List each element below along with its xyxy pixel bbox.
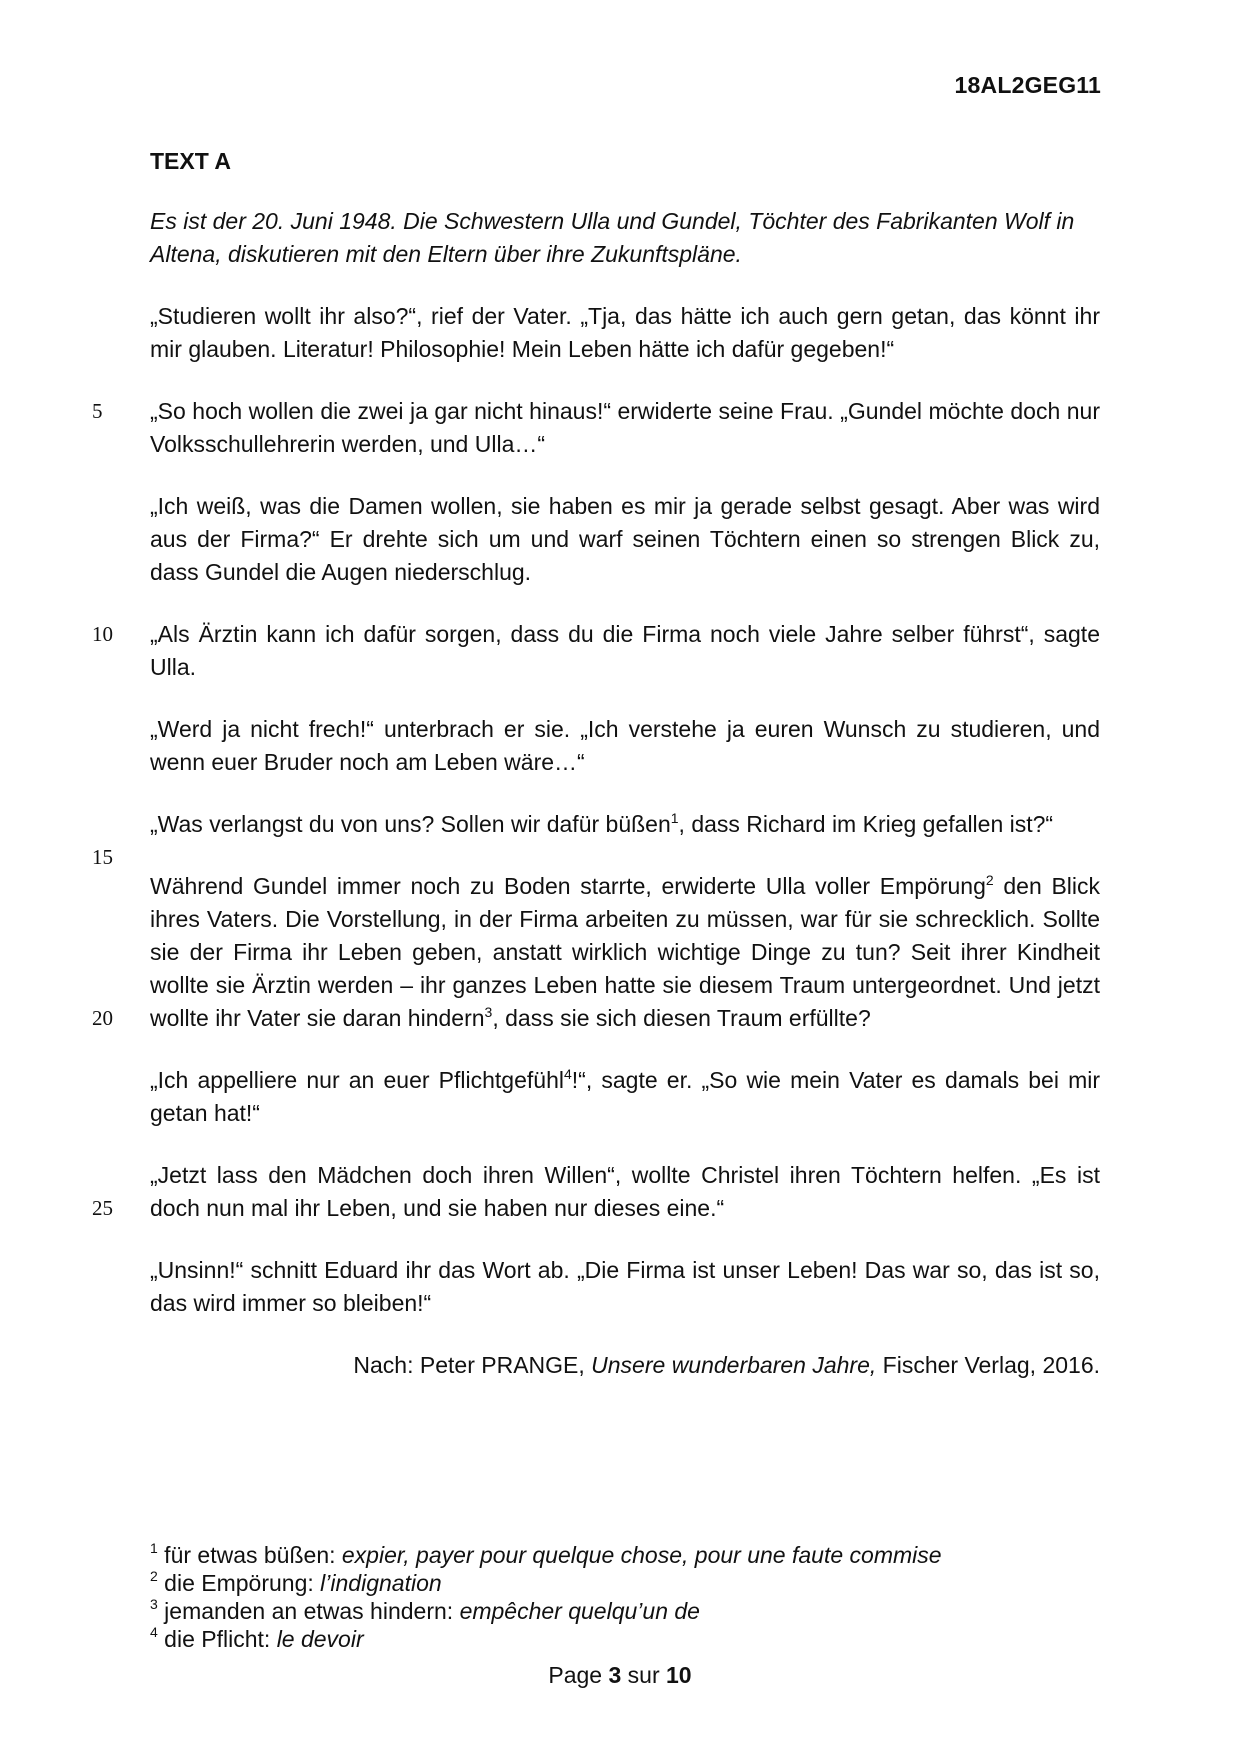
line-number: 5: [92, 399, 103, 423]
paragraph-text: „Was verlangst du von uns? Sollen wir dafür büßen: [150, 811, 671, 837]
document-code: 18AL2GEG11: [954, 72, 1101, 98]
footnote-translation: le devoir: [276, 1626, 364, 1652]
footnote-term: jemanden an etwas hindern:: [157, 1598, 460, 1624]
page-total: 10: [666, 1662, 692, 1688]
paragraph-text: „Jetzt lass den Mädchen doch ihren Willen“, wollte Christel ihren Töchtern helfen. „Es ist doch nun mal ihr Leben, und sie haben nur dieses eine.“: [150, 1162, 1100, 1221]
footnote-translation: l’indignation: [320, 1570, 442, 1596]
line-number: 20: [92, 1006, 113, 1030]
page-label: Page: [548, 1662, 609, 1688]
footnote-number: 1: [150, 1540, 158, 1556]
footnote-2: [150, 1569, 942, 1597]
paragraph-text: , dass sie sich diesen Traum erfüllte?: [492, 1005, 871, 1031]
page-number: [0, 1662, 1240, 1689]
footnotes: [150, 1541, 942, 1653]
footnote-4: [150, 1625, 942, 1653]
source-citation: [150, 1349, 1100, 1382]
footnote-term: die Empörung:: [157, 1570, 321, 1596]
paragraph-10: [150, 1254, 1100, 1320]
paragraph-text: „So hoch wollen die zwei ja gar nicht hinaus!“ erwiderte seine Frau. „Gundel möchte doch nur Volksschullehrerin werden, und Ulla…“: [150, 398, 1100, 457]
source-suffix: Fischer Verlag, 2016.: [876, 1352, 1100, 1378]
paragraph-6: [92, 808, 1100, 869]
line-number: 25: [92, 1196, 113, 1220]
footnote-translation: empêcher quelqu’un de: [459, 1598, 700, 1624]
footnote-ref: 1: [670, 810, 679, 826]
paragraph-text: den Blick ihres Vaters. Die Vorstellung, in der Firma arbeiten zu müssen, war für sie schrecklich. Sollte sie der Firma ihr Leben geben, anstatt wirklich wichtige Dinge zu tun? Seit ihrer Kindheit wollte sie Ärztin werden – ihr ganzes Leben hatte sie diesem Traum untergeordnet. Und jetzt wollte ihr Vater sie daran hindern: [150, 873, 1100, 1031]
text-body: [92, 205, 1101, 1405]
paragraph-text: , dass Richard im Krieg gefallen ist?“: [678, 811, 1054, 837]
paragraph-7: [92, 870, 1100, 1035]
paragraph-text: „Werd ja nicht frech!“ unterbrach er sie. „Ich verstehe ja euren Wunsch zu studieren, und wenn euer Bruder noch am Leben wäre…“: [150, 716, 1100, 775]
paragraph-text: „Unsinn!“ schnitt Eduard ihr das Wort ab. „Die Firma ist unser Leben! Das war so, das ist so, das wird immer so bleiben!“: [150, 1257, 1100, 1316]
paragraph-3: [150, 490, 1100, 589]
source-book-title: Unsere wunderbaren Jahre,: [591, 1352, 877, 1378]
line-number: 10: [92, 622, 113, 646]
paragraph-9: [92, 1159, 1100, 1225]
footnote-translation: expier, payer pour quelque chose, pour une faute commise: [341, 1542, 942, 1568]
footnote-ref: 2: [985, 872, 994, 888]
paragraph-text: !“, sagte er. „So wie mein Vater es damals bei mir getan hat!“: [150, 1067, 1101, 1126]
intro-paragraph: Es ist der 20. Juni 1948. Die Schwestern Ulla und Gundel, Töchter des Fabrikanten Wolf in Altena, diskutieren mit den Eltern über ihre Zukunftspläne.: [150, 208, 1075, 267]
paragraph-2: [92, 395, 1100, 461]
paragraph-text: „Als Ärztin kann ich dafür sorgen, dass du die Firma noch viele Jahre selber führst“, sagte Ulla.: [150, 621, 1100, 680]
paragraph-1: [150, 300, 1100, 366]
paragraph-5: [150, 713, 1100, 779]
footnote-1: [150, 1541, 942, 1569]
footnote-number: 3: [150, 1596, 158, 1612]
paragraph-text: „Studieren wollt ihr also?“, rief der Vater. „Tja, das hätte ich auch gern getan, das könnt ihr mir glauben. Literatur! Philosophie! Mein Leben hätte ich dafür gegeben!“: [150, 303, 1100, 362]
footnote-term: für etwas büßen:: [157, 1542, 342, 1568]
paragraph-text: Während Gundel immer noch zu Boden starrte, erwiderte Ulla voller Empörung: [150, 873, 986, 899]
paragraph-text: „Ich appelliere nur an euer Pflichtgefühl: [150, 1067, 564, 1093]
page-current: 3: [608, 1662, 622, 1688]
paragraph-4: [92, 618, 1100, 684]
footnote-ref: 3: [484, 1004, 493, 1020]
footnote-term: die Pflicht:: [157, 1626, 277, 1652]
footnote-number: 4: [150, 1624, 158, 1640]
text-title: TEXT A: [150, 148, 231, 174]
footnote-ref: 4: [563, 1066, 572, 1082]
footnote-number: 2: [150, 1568, 158, 1584]
source-prefix: Nach: Peter PRANGE,: [353, 1352, 592, 1378]
page-separator: sur: [621, 1662, 667, 1688]
footnote-3: [150, 1597, 942, 1625]
line-number: 15: [92, 845, 113, 869]
paragraph-8: [150, 1064, 1100, 1130]
paragraph-text: „Ich weiß, was die Damen wollen, sie haben es mir ja gerade selbst gesagt. Aber was wird aus der Firma?“ Er drehte sich um und warf seinen Töchtern einen so strengen Blick zu, dass Gundel die Augen niederschlug.: [150, 493, 1100, 585]
